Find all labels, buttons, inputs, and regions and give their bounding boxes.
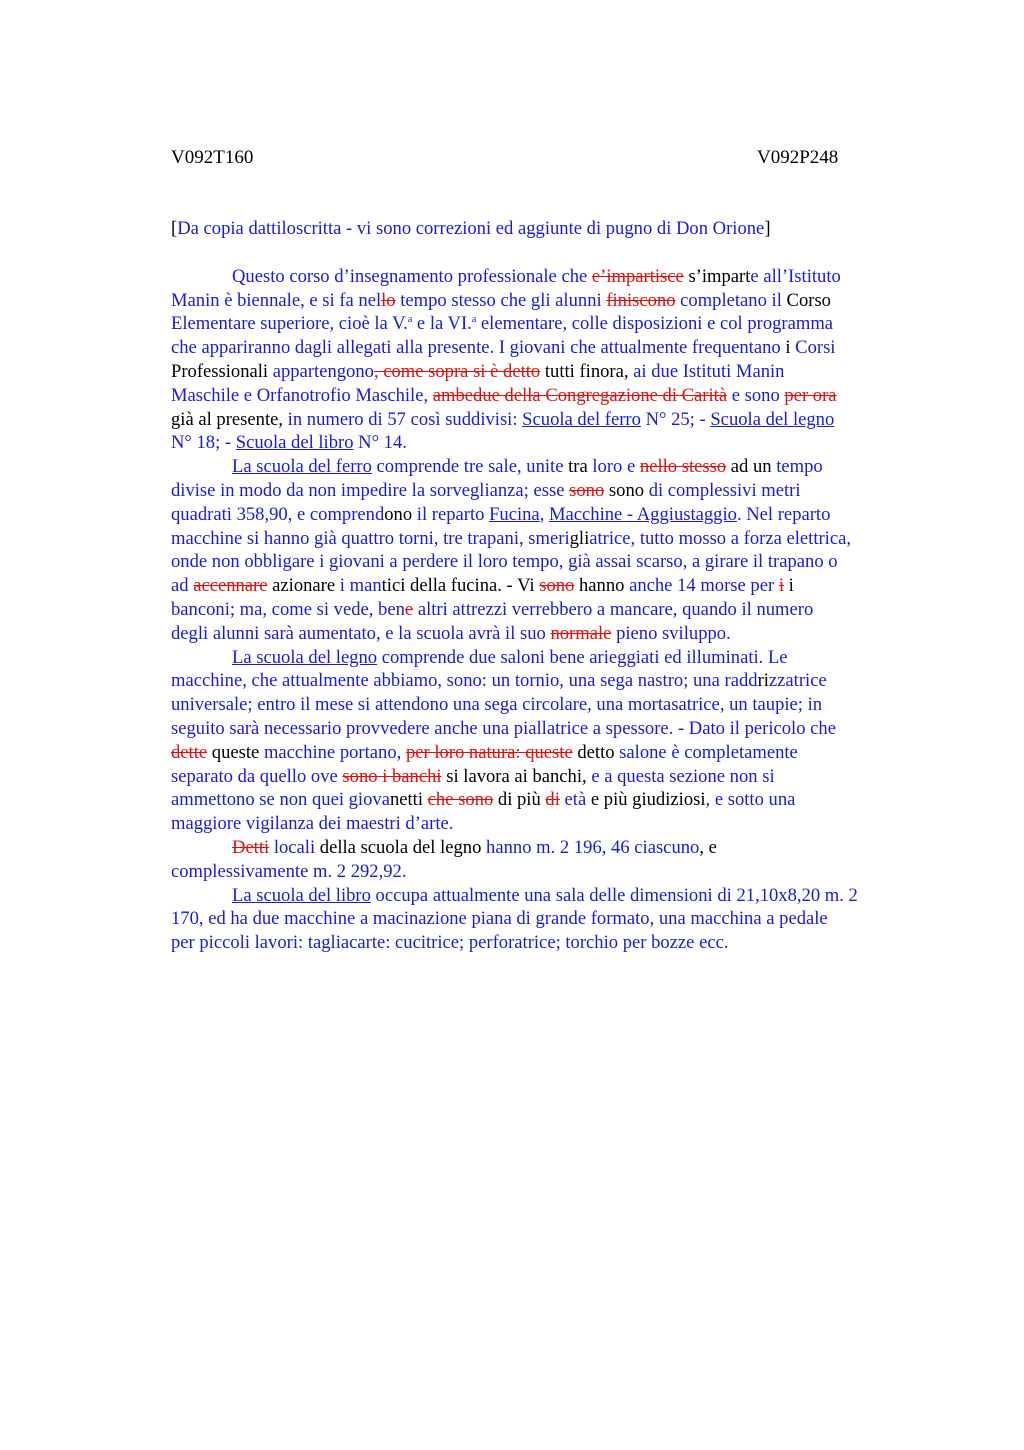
- deleted-text: ambedue della Congregazione di Carità: [432, 384, 728, 406]
- deleted-text: dette: [171, 741, 208, 763]
- document-code-left: V092T160: [171, 147, 254, 168]
- deleted-text: di: [545, 789, 560, 811]
- source-note: [Da copia dattiloscritta - vi sono correzioni ed aggiunte di pugno di Don Orione]: [171, 218, 771, 239]
- deleted-text: per loro natura: queste: [405, 741, 573, 763]
- deleted-text: finiscono: [606, 289, 676, 311]
- deleted-text: che sono: [427, 789, 494, 811]
- deleted-text: sono: [539, 575, 575, 597]
- paragraph-scuola-legno: La scuola del legno comprende due saloni bene arieggiati ed illuminati. Le macchine, che attualmente abbiamo, sono: un tornio, una sega nastro; una raddrizzatrice universale; entro il mese si attendono una sega circolare, una mortasatrice, un taupie; in seguito sarà necessario provvedere anche una piallatrice a spessore. - Dato il pericolo che dette queste macchine portano, per loro natura: queste detto salone è completamente separato da quello ove sono i banchi si lavora ai banchi, e a questa sezione non si ammettono se non quei giovanetti che sono di più di età e più giudiziosi, e sotto una maggiore vigilanza dei maestri d’arte.: [171, 646, 836, 835]
- deleted-text: i: [778, 575, 784, 597]
- paragraph-intro: Questo corso d’insegnamento professionale che e’impartisce s’imparte all’Istituto Manin è biennale, e si fa nello tempo stesso che gli alunni finiscono completano il Corso Elementare superiore, cioè la V.$^a$ e la VI.$^a$ elementare, colle disposizioni e col programma che appariranno dagli allegati alla presente. I giovani che attualmente frequentano i Corsi Professionali appartengono, come sopra si è detto tutti finora, ai due Istituti Manin Maschile e Orfanotrofio Maschile, ambedue della Congregazione di Carità e sono per ora già al presente, in numero di 57 così suddivisi: Scuola del ferro N° 25; - Scuola del legno N° 18; - Scuola del libro N° 14.: [171, 265, 841, 454]
- deleted-text: Detti: [232, 836, 270, 858]
- deleted-text: , come sopra si è detto: [373, 360, 541, 382]
- paragraph-scuola-ferro: La scuola del ferro comprende tre sale, unite tra loro e nello stesso ad un tempo divise in modo da non impedire la sorveglianza; esse sono sono di complessivi metri quadrati 358,90, e comprendono il reparto Fucina, Macchine - Aggiustaggio. Nel reparto macchine si hanno già quattro torni, tre trapani, smerigliatrice, tutto mosso a forza elettrica, onde non obbligare i giovani a perdere il loro tempo, già assai scarso, a girare il trapano o ad accennare azionare i mantici della fucina. - Vi sono hanno anche 14 morse per i i banconi; ma, come si vede, bene altri attrezzi verrebbero a mancare, quando il numero degli alunni sarà aumentato, e la scuola avrà il suo normale pieno sviluppo.: [171, 456, 851, 644]
- paragraph-scuola-libro: La scuola del libro occupa attualmente una sala delle dimensioni di 21,10x8,20 m. 2 170, ed ha due macchine a macinazione piana di grande formato, una macchina a pedale per piccoli lavori: tagliacarte: cucitrice; perforatrice; torchio per bozze ecc.: [171, 884, 858, 954]
- paragraph-locali: Detti locali della scuola del legno hanno m. 2 196, 46 ciascuno, e complessivamente m. 2 292,92.: [171, 836, 717, 882]
- deleted-text: normale: [550, 622, 612, 644]
- deleted-text: sono: [569, 479, 605, 501]
- deleted-text: sono i banchi: [342, 765, 442, 787]
- deleted-text: lo: [381, 289, 396, 311]
- deleted-text: nello stesso: [639, 456, 727, 478]
- document-code-right: V092P248: [757, 147, 839, 168]
- deleted-text: per ora: [784, 384, 837, 406]
- deleted-text: accennare: [193, 575, 268, 597]
- deleted-text: e’impartisce: [591, 265, 684, 287]
- deleted-text: e: [404, 598, 414, 620]
- document-body: [171, 217, 929, 955]
